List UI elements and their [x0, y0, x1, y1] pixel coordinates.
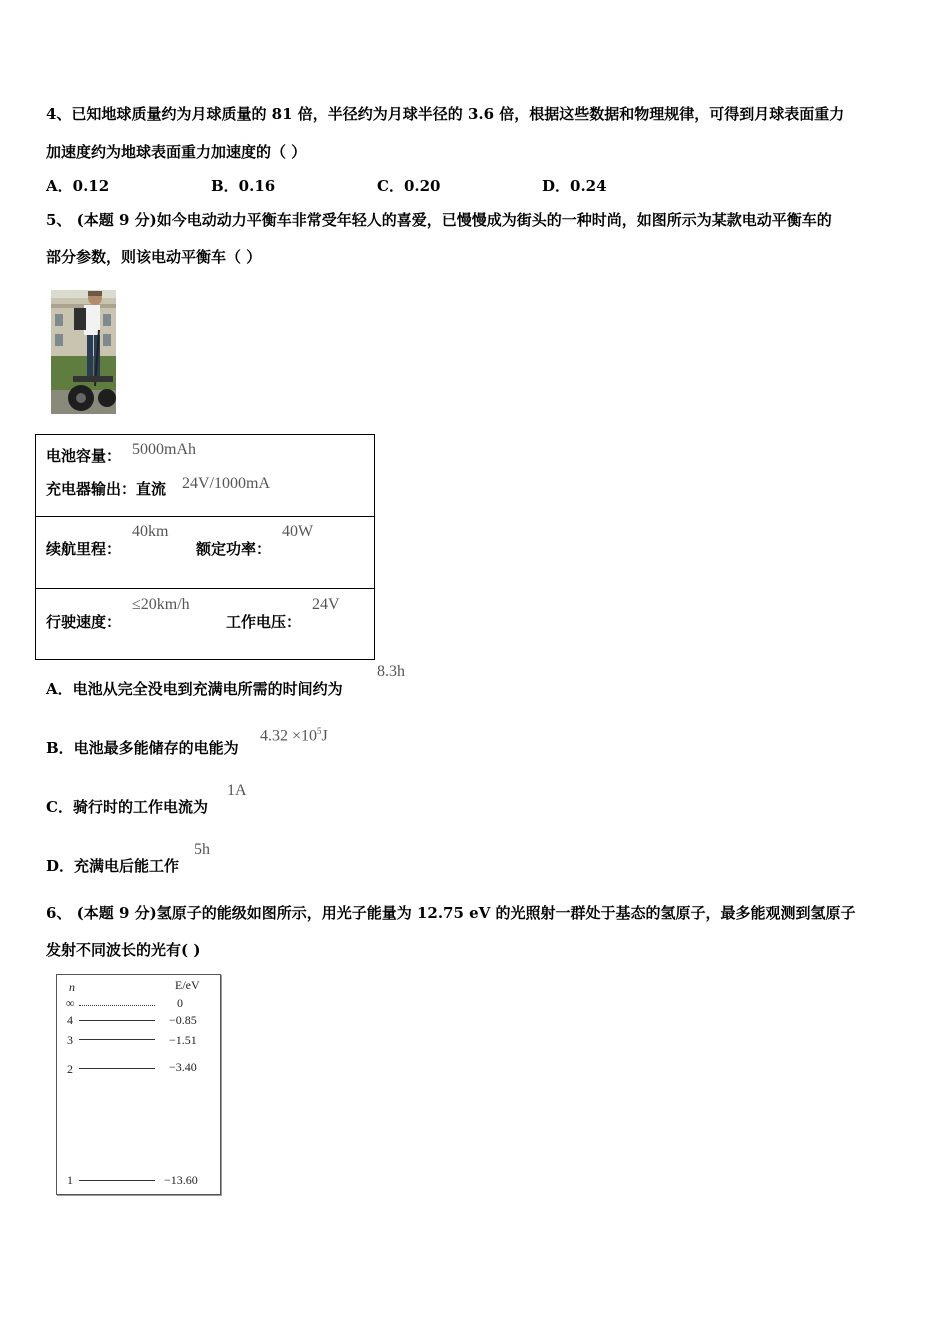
level-label: 3 — [67, 1033, 73, 1047]
q5-stem-line1: 5、 (本题 9 分)如今电动动力平衡车非常受年轻人的喜爱，已慢慢成为街头的一种时尚，如图所示为某款电动平衡车的 — [46, 211, 832, 229]
q4-stem-line1: 4、已知地球质量约为月球质量的 81 倍，半径约为月球半径的 3.6 倍，根据这些数据和物理规律，可得到月球表面重力 — [46, 105, 845, 123]
level-energy: 0 — [177, 996, 183, 1010]
charger-output-value: 24V/1000mA — [182, 475, 270, 492]
n-axis-header: n — [69, 980, 75, 994]
q5-option-a[interactable]: A．电池从完全没电到充满电所需的时间约为 — [46, 680, 343, 698]
q4-option-c[interactable]: C．0.20 — [377, 177, 441, 195]
table-divider — [36, 588, 374, 589]
level-energy: −13.60 — [164, 1173, 198, 1187]
speed-value: ≤20km/h — [132, 596, 190, 613]
q4-stem-line2: 加速度约为地球表面重力加速度的（ ） — [46, 143, 307, 161]
q5-option-c[interactable]: C．骑行时的工作电流为 — [46, 798, 208, 816]
scooter-parameter-table — [35, 434, 375, 660]
hydrogen-energy-level-diagram — [56, 974, 221, 1195]
rated-power-label: 额定功率： — [196, 540, 272, 558]
level-label: 4 — [67, 1013, 73, 1027]
level-label: 1 — [67, 1173, 73, 1187]
level-energy: −1.51 — [169, 1033, 197, 1047]
speed-label: 行驶速度： — [46, 613, 122, 631]
energy-level-line — [79, 1039, 155, 1040]
q5-option-d[interactable]: D．充满电后能工作 — [46, 857, 180, 875]
table-divider — [36, 516, 374, 517]
q5-option-a-value: 8.3h — [377, 663, 405, 680]
energy-level-line — [79, 1180, 155, 1181]
battery-capacity-value: 5000mAh — [132, 441, 196, 458]
q4-option-b[interactable]: B．0.16 — [211, 177, 276, 195]
energy-level-line — [79, 1020, 155, 1021]
q4-option-a[interactable]: A．0.12 — [46, 177, 110, 195]
energy-level-line — [79, 1068, 155, 1069]
q5-stem-line2: 部分参数，则该电动平衡车（ ） — [46, 248, 262, 266]
battery-capacity-label: 电池容量： — [46, 447, 122, 465]
q6-stem-line1: 6、 (本题 9 分)氢原子的能级如图所示，用光子能量为 12.75 eV 的光照射一群处于基态的氢原子，最多能观测到氢原子 — [46, 904, 856, 922]
q5-option-c-value: 1A — [227, 782, 247, 799]
range-label: 续航里程： — [46, 540, 122, 558]
charger-output-label: 充电器输出：直流 — [46, 480, 167, 498]
energy-level-line — [79, 1005, 155, 1006]
level-energy: −0.85 — [169, 1013, 197, 1027]
level-energy: −3.40 — [169, 1060, 197, 1074]
q5-option-d-value: 5h — [194, 841, 210, 858]
q4-option-d[interactable]: D．0.24 — [542, 177, 607, 195]
level-label: 2 — [67, 1062, 73, 1076]
q6-stem-line2: 发射不同波长的光有( ) — [46, 941, 201, 959]
range-value: 40km — [132, 523, 169, 540]
energy-axis-header: E/eV — [175, 978, 200, 992]
level-label: ∞ — [66, 996, 75, 1010]
working-voltage-value: 24V — [312, 596, 340, 613]
balance-scooter-photo — [51, 290, 116, 414]
q5-option-b[interactable]: B．电池最多能储存的电能为 — [46, 739, 239, 757]
rated-power-value: 40W — [282, 523, 314, 540]
q5-option-b-value: $4.32 \times 10^5J$ — [260, 726, 328, 745]
working-voltage-label: 工作电压： — [226, 613, 302, 631]
